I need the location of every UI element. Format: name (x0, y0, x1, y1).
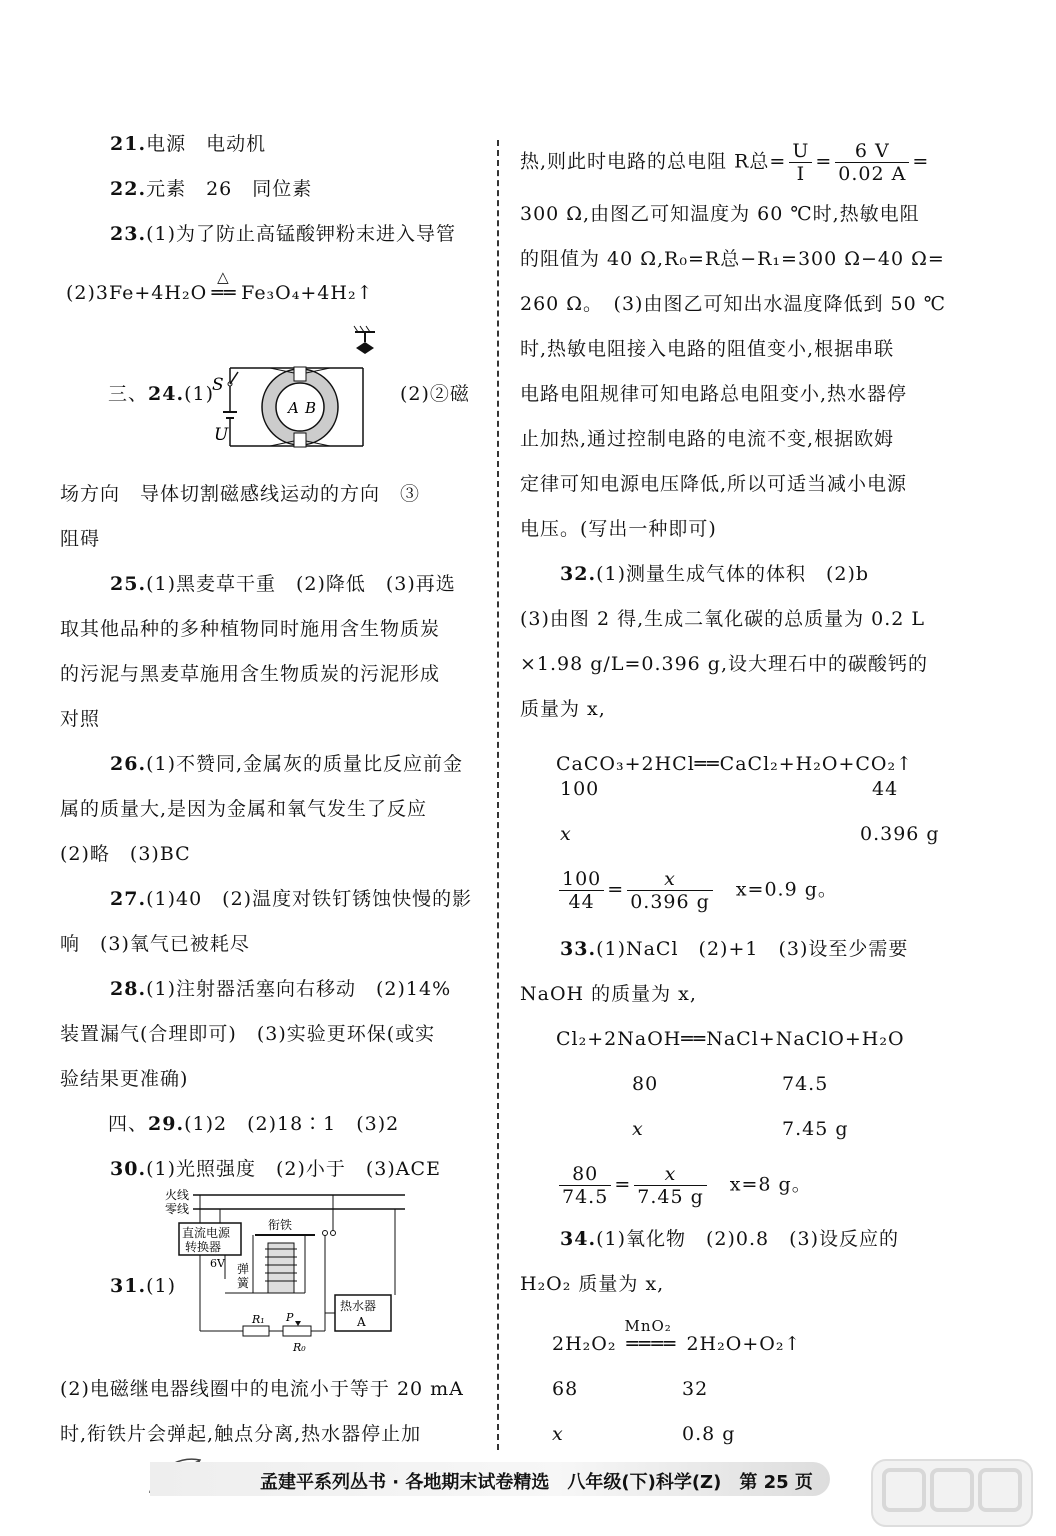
answer-31-cont-line4: 260 Ω。 (3)由图乙可知出水温度降低到 50 ℃ (520, 293, 946, 315)
relay-circuit-diagram (165, 1183, 415, 1368)
equation-32-mass-b1: x (560, 823, 572, 845)
page-footer (150, 1462, 830, 1496)
equation-34-mass-b2: 0.8 g (682, 1423, 736, 1445)
catalyst-condition: MnO₂ (624, 1317, 672, 1335)
answer-26-line2: 属的质量大,是因为金属和氧气发生了反应 (60, 798, 428, 820)
equation-33-mass-b2: 7.45 g (782, 1118, 849, 1140)
equation-34-mass-a1: 68 (552, 1378, 579, 1400)
heat-condition: △ (217, 268, 230, 286)
svg-text:P: P (286, 1311, 294, 1324)
equation-32: CaCO₃+2HCl══CaCl₂+H₂O+CO₂↑ (556, 753, 914, 775)
answer-26-line3: (2)略 (3)BC (60, 843, 191, 865)
svg-text:弹: 弹 (237, 1262, 250, 1276)
answer-31-cont-line5: 时,热敏电阻接入电路的阻值变小,根据串联 (520, 338, 895, 360)
answer-32-line4: 质量为 x, (520, 698, 606, 720)
answer-31-line3: 时,衔铁片会弹起,触点分离,热水器停止加 (60, 1423, 422, 1445)
answer-27-line1: 27.(1)40 (2)温度对铁钉锈蚀快慢的影 (110, 888, 473, 910)
answer-25-line3: 的污泥与黑麦草施用含生物质炭的污泥形成 (60, 663, 441, 685)
answer-32-line3: ×1.98 g/L=0.396 g,设大理石中的碳酸钙的 (520, 653, 929, 675)
generator-diagram (210, 318, 380, 458)
equation-32-mass-a1: 100 (560, 778, 600, 800)
answer-29: 四、29.(1)2 (2)18∶1 (3)2 (108, 1113, 400, 1135)
equation-34: 2H₂O₂ MnO₂ ════ 2H₂O+O₂↑ (552, 1317, 802, 1355)
equation-32-mass-b2: 0.396 g (860, 823, 940, 845)
svg-text:R₀: R₀ (293, 1341, 306, 1354)
equation-33-ratio: $\frac{80}{74.5}$ = $\frac{x}{7.45 g}$ x=8 g。 (556, 1163, 812, 1208)
answer-32-line2: (3)由图 2 得,生成二氧化碳的总质量为 0.2 L (520, 608, 926, 630)
svg-text:A: A (357, 1315, 366, 1329)
answer-23-2: (2)3Fe+4H₂O △ ══ Fe₃O₄+4H₂↑ (66, 268, 374, 304)
coil-b-label: B (305, 399, 317, 417)
answer-31-cont-line2: 300 Ω,由图乙可知温度为 60 ℃时,热敏电阻 (520, 203, 920, 225)
svg-text:R₁: R₁ (252, 1313, 265, 1326)
answer-28-line1: 28.(1)注射器活塞向右移动 (2)14% (110, 978, 452, 1000)
svg-text:衔铁: 衔铁 (268, 1218, 293, 1232)
svg-text:簧: 簧 (237, 1276, 250, 1290)
fraction-u-over-i: $\frac{U}{I}$ (789, 140, 812, 185)
answer-31-line2: (2)电磁继电器线圈中的电流小于等于 20 mA (60, 1378, 464, 1400)
equation-32-ratio: $\frac{100}{44}$ = $\frac{x}{0.396 g}$ x=0.9 g。 (556, 868, 838, 913)
answer-22: 22.元素 26 同位素 (110, 178, 313, 200)
fraction-6v-over-002a: $\frac{6 V}{0.02 A}$ (835, 140, 909, 185)
answer-31-cont-line1: 热,则此时电路的总电阻 R总= $\frac{U}{I}$ = $\frac{6 V}{0.02 A}$ = (520, 140, 930, 185)
equation-32-mass-a2: 44 (872, 778, 899, 800)
coil-a-label: A (288, 399, 299, 417)
column-divider (497, 140, 499, 1450)
answer-27-line2: 响 (3)氧气已被耗尽 (60, 933, 250, 955)
equation-33-mass-b1: x (632, 1118, 644, 1140)
answer-33-line2: NaOH 的质量为 x, (520, 983, 697, 1005)
answer-21: 21.电源 电动机 (110, 133, 267, 155)
voltage-label: U (214, 425, 229, 445)
answer-31-cont-line6: 电路电阻规律可知电路总电阻变小,热水器停 (520, 383, 908, 405)
answer-23-1: 23.(1)为了防止高锰酸钾粉末进入导管 (110, 223, 456, 245)
answer-31-cont-line8: 定律可知电源电压降低,所以可适当减小电源 (520, 473, 908, 495)
equation-34-mass-a2: 32 (682, 1378, 709, 1400)
answer-30: 30.(1)光照强度 (2)小于 (3)ACE (110, 1158, 441, 1180)
answer-24-2: (2)②磁 (400, 383, 470, 405)
svg-text:6V: 6V (210, 1257, 225, 1270)
equation-33-mass-a1: 80 (632, 1073, 659, 1095)
answer-33-line1: 33.(1)NaCl (2)+1 (3)设至少需要 (560, 938, 909, 960)
answer-24-line2: 场方向 导体切割磁感线运动的方向 ③ (60, 483, 421, 505)
footer-text: 孟建平系列丛书 · 各地期末试卷精选 八年级(下)科学(Z) 第 25 页 (260, 1472, 813, 1493)
answer-28-line3: 验结果更准确) (60, 1068, 189, 1090)
equation-33-mass-a2: 74.5 (782, 1073, 829, 1095)
switch-label: S (212, 375, 224, 395)
answer-31-cont-line3: 的阻值为 40 Ω,R₀=R总−R₁=300 Ω−40 Ω= (520, 248, 945, 270)
answer-25-line2: 取其他品种的多种植物同时施用含生物质炭 (60, 618, 441, 640)
answer-25-line4: 对照 (60, 708, 101, 730)
neutral-wire-label: 零线 (165, 1202, 190, 1216)
answer-31-cont-line9: 电压。(写出一种即可) (520, 518, 717, 540)
equation-33: Cl₂+2NaOH══NaCl+NaClO+H₂O (556, 1028, 905, 1050)
answer-32-line1: 32.(1)测量生成气体的体积 (2)b (560, 563, 870, 585)
answer-31-cont-line7: 止加热,通过控制电路的电流不变,根据欧姆 (520, 428, 895, 450)
svg-text:转换器: 转换器 (185, 1240, 222, 1254)
answer-34-line2: H₂O₂ 质量为 x, (520, 1273, 665, 1295)
equation-34-mass-b1: x (552, 1423, 564, 1445)
answer-25-line1: 25.(1)黑麦草干重 (2)降低 (3)再选 (110, 573, 456, 595)
answer-24-label: 三、24.(1) (108, 383, 214, 405)
answer-28-line2: 装置漏气(合理即可) (3)实验更环保(或实 (60, 1023, 436, 1045)
live-wire-label: 火线 (165, 1188, 190, 1202)
answer-31-label: 31.(1) (110, 1275, 176, 1297)
svg-text:直流电源: 直流电源 (182, 1226, 231, 1240)
svg-text:热水器: 热水器 (340, 1299, 377, 1313)
answer-26-line1: 26.(1)不赞同,金属灰的质量比反应前金 (110, 753, 464, 775)
watermark-logo-icon (868, 1450, 1038, 1536)
answer-34-line1: 34.(1)氧化物 (2)0.8 (3)设反应的 (560, 1228, 900, 1250)
answer-24-line3: 阻碍 (60, 528, 101, 550)
